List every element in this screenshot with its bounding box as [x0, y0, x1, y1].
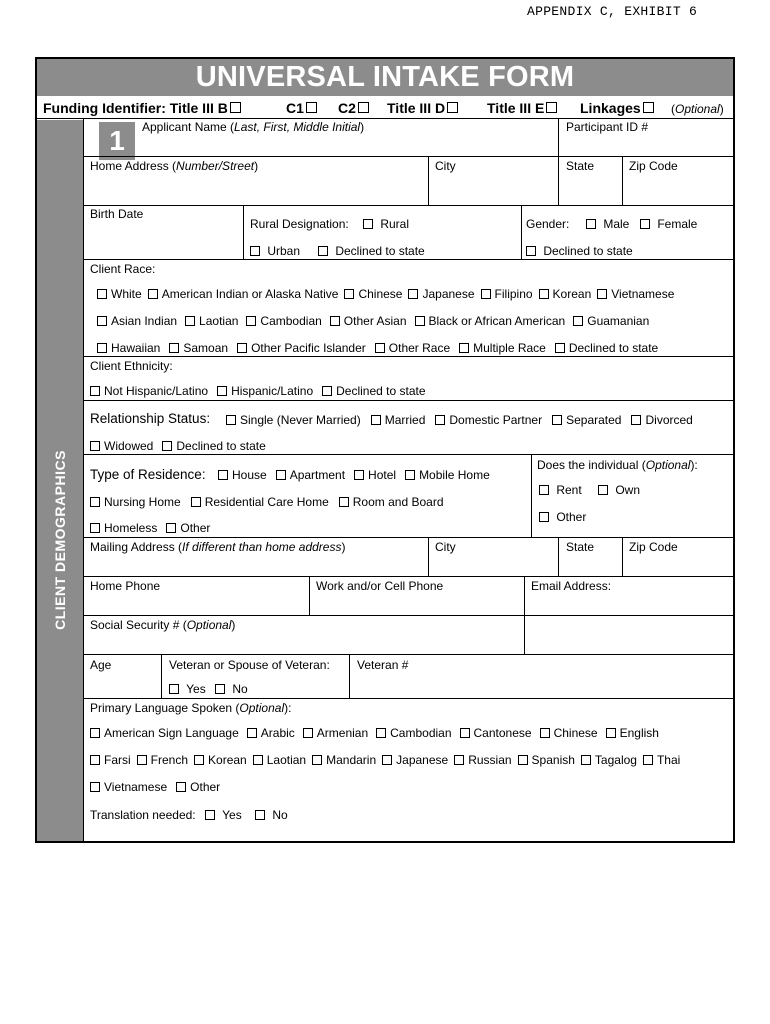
checkbox-option[interactable]	[382, 753, 448, 767]
checkbox[interactable]	[90, 497, 100, 507]
ethnicity-row	[90, 384, 435, 398]
checkbox-option[interactable]	[169, 341, 228, 355]
birth-date-label: Birth Date	[90, 207, 144, 221]
checkbox-option[interactable]	[376, 726, 451, 740]
checkbox-option[interactable]	[97, 341, 160, 355]
participant-id-label: Participant ID #	[566, 120, 649, 134]
race-row-2	[97, 314, 657, 328]
checkbox[interactable]	[344, 289, 354, 299]
checkbox[interactable]	[97, 343, 107, 353]
checkbox[interactable]	[459, 343, 469, 353]
checkbox-option[interactable]	[90, 495, 181, 509]
option-label: Other	[190, 780, 221, 794]
checkbox[interactable]	[253, 755, 263, 765]
checkbox-option[interactable]	[597, 287, 674, 301]
option-label: Declined to state	[568, 341, 659, 355]
checkbox[interactable]	[185, 316, 195, 326]
age-label: Age	[90, 658, 112, 672]
checkbox[interactable]	[276, 470, 286, 480]
option-label: Filipino	[494, 287, 533, 301]
checkbox[interactable]	[460, 728, 470, 738]
checkbox[interactable]	[555, 343, 565, 353]
checkbox[interactable]	[303, 728, 313, 738]
email-label: Email Address:	[531, 579, 612, 593]
checkbox[interactable]	[405, 470, 415, 480]
mailing-address-label: Mailing Address (If different than home address)	[90, 540, 346, 554]
checkbox-option[interactable]	[573, 314, 649, 328]
option-label: Cantonese	[473, 726, 532, 740]
checkbox[interactable]	[90, 755, 100, 765]
option-label: Spanish	[531, 753, 575, 767]
checkbox-option[interactable]	[481, 287, 533, 301]
checkbox-option[interactable]	[90, 439, 153, 453]
checkbox[interactable]	[606, 728, 616, 738]
checkbox-option[interactable]	[435, 413, 542, 427]
home-phone-label: Home Phone	[90, 579, 161, 593]
checkbox[interactable]	[191, 497, 201, 507]
checkbox-option[interactable]	[97, 287, 142, 301]
option-label: American Indian or Alaska Native	[161, 287, 339, 301]
checkbox-option[interactable]	[246, 314, 321, 328]
option-label: Japanese	[396, 753, 449, 767]
checkbox[interactable]	[176, 782, 186, 792]
urban-option[interactable]: Urban	[250, 244, 300, 258]
checkbox[interactable]	[250, 246, 260, 256]
city-label: City	[435, 159, 456, 173]
relationship-row-2	[90, 439, 275, 453]
option-label: Other	[180, 521, 211, 535]
checkbox-option[interactable]	[237, 341, 366, 355]
option-label: Declined to state	[336, 384, 426, 398]
option-label: Domestic Partner	[449, 413, 543, 427]
checkbox-option[interactable]	[90, 780, 167, 794]
language-label: Primary Language Spoken (Optional):	[90, 701, 292, 715]
checkbox[interactable]	[194, 755, 204, 765]
checkbox[interactable]	[226, 415, 236, 425]
option-label: Farsi	[104, 753, 131, 767]
checkbox[interactable]	[97, 316, 107, 326]
option-label: Chinese	[553, 726, 598, 740]
checkbox-option[interactable]	[226, 413, 361, 427]
option-label: Mandarin	[326, 753, 377, 767]
option-label: Other Asian	[343, 314, 407, 328]
rural-option[interactable]: Rural	[363, 217, 409, 231]
veteran-number-label: Veteran #	[357, 658, 409, 672]
checkbox-option[interactable]	[185, 314, 238, 328]
checkbox-option[interactable]	[405, 468, 490, 482]
funding-c1: C1	[286, 100, 317, 116]
checkbox-option[interactable]	[540, 726, 598, 740]
checkbox[interactable]	[255, 810, 265, 820]
checkbox[interactable]	[481, 289, 491, 299]
option-label: Russian	[468, 753, 512, 767]
checkbox-option[interactable]	[90, 521, 157, 535]
checkbox[interactable]	[552, 415, 562, 425]
home-address-label: Home Address (Number/Street)	[90, 159, 259, 173]
option-label: American Sign Language	[104, 726, 239, 740]
checkbox[interactable]	[539, 289, 549, 299]
option-label: Widowed	[104, 439, 154, 453]
option-label: House	[232, 468, 267, 482]
checkbox[interactable]	[312, 755, 322, 765]
translation-yes-option[interactable]: Yes	[205, 808, 242, 822]
checkbox[interactable]	[246, 316, 256, 326]
side-band	[37, 120, 83, 841]
option-label: Black or African American	[428, 314, 566, 328]
appendix-label: APPENDIX C, EXHIBIT 6	[527, 4, 698, 19]
language-row-1	[90, 726, 667, 740]
option-label: Separated	[566, 413, 622, 427]
option-label: Other Pacific Islander	[251, 341, 366, 355]
checkbox[interactable]	[375, 343, 385, 353]
translation-no-option[interactable]: No	[255, 808, 288, 822]
residence-row-2	[90, 495, 454, 509]
option-label: Nursing Home	[104, 495, 181, 509]
work-phone-label: Work and/or Cell Phone	[316, 579, 444, 593]
checkbox-linkages[interactable]	[643, 102, 654, 113]
checkbox-option[interactable]	[97, 314, 177, 328]
checkbox-option[interactable]	[555, 341, 658, 355]
relationship-row-1	[226, 413, 703, 427]
option-label: Vietnamese	[104, 780, 168, 794]
checkbox[interactable]	[415, 316, 425, 326]
option-label: Samoan	[183, 341, 229, 355]
checkbox[interactable]	[90, 523, 100, 533]
residence-label: Type of Residence:	[90, 467, 206, 482]
checkbox-option[interactable]	[539, 287, 592, 301]
funding-title-iiid: Title III D	[387, 100, 458, 116]
checkbox[interactable]	[215, 684, 225, 694]
option-label: Not Hispanic/Latino	[104, 384, 209, 398]
checkbox[interactable]	[90, 782, 100, 792]
residence-row-3	[90, 521, 219, 535]
option-label: Armenian	[316, 726, 369, 740]
checkbox[interactable]	[90, 386, 100, 396]
veteran-no-option[interactable]: No	[215, 682, 248, 696]
checkbox[interactable]	[586, 219, 596, 229]
funding-title-iiib: Funding Identifier: Title III B	[43, 100, 241, 116]
checkbox-option[interactable]	[354, 468, 396, 482]
language-row-2	[90, 753, 686, 767]
checkbox-option[interactable]	[643, 753, 680, 767]
checkbox[interactable]	[205, 810, 215, 820]
checkbox-option[interactable]	[415, 314, 566, 328]
checkbox[interactable]	[376, 728, 386, 738]
checkbox-option[interactable]	[631, 413, 692, 427]
checkbox-option[interactable]	[194, 753, 247, 767]
option-label: Married	[384, 413, 426, 427]
checkbox-option[interactable]	[162, 439, 265, 453]
own-option[interactable]: Own	[598, 483, 640, 497]
checkbox-option[interactable]	[276, 468, 345, 482]
gender-male-option[interactable]: Male	[586, 217, 629, 231]
checkbox-option[interactable]	[518, 753, 575, 767]
option-label: Tagalog	[594, 753, 637, 767]
checkbox[interactable]	[90, 441, 100, 451]
checkbox-option[interactable]	[322, 384, 425, 398]
intake-form	[35, 57, 735, 843]
checkbox[interactable]	[330, 316, 340, 326]
option-label: Asian Indian	[111, 314, 178, 328]
checkbox[interactable]	[643, 755, 653, 765]
option-label: Hotel	[368, 468, 397, 482]
option-label: Hispanic/Latino	[231, 384, 314, 398]
does-individual-label: Does the individual (Optional):	[537, 458, 698, 472]
checkbox-option[interactable]	[218, 468, 267, 482]
section-number: 1	[99, 122, 135, 160]
gender-label: Gender:	[526, 217, 570, 231]
checkbox-option[interactable]	[460, 726, 532, 740]
side-label: CLIENT DEMOGRAPHICS	[52, 450, 68, 630]
checkbox[interactable]	[137, 755, 147, 765]
checkbox[interactable]	[598, 485, 608, 495]
checkbox-title-iiib[interactable]	[230, 102, 241, 113]
checkbox-option[interactable]	[137, 753, 188, 767]
mailing-state-label: State	[566, 540, 595, 554]
checkbox[interactable]	[354, 470, 364, 480]
funding-linkages: Linkages	[580, 100, 654, 116]
option-label: Room and Board	[352, 495, 444, 509]
ssn-label: Social Security # (Optional)	[90, 618, 236, 632]
checkbox[interactable]	[597, 289, 607, 299]
checkbox[interactable]	[573, 316, 583, 326]
checkbox-option[interactable]	[191, 495, 329, 509]
option-label: Divorced	[645, 413, 693, 427]
option-label: Japanese	[422, 287, 475, 301]
gender-declined-option[interactable]: Declined to state	[526, 244, 633, 258]
option-label: White	[111, 287, 142, 301]
checkbox[interactable]	[97, 289, 107, 299]
rural-designation-label: Rural Designation:	[250, 217, 349, 231]
checkbox[interactable]	[237, 343, 247, 353]
checkbox[interactable]	[518, 755, 528, 765]
other-residence-option[interactable]: Other	[539, 510, 586, 524]
client-race-label: Client Race:	[90, 262, 156, 276]
title-band	[37, 59, 733, 96]
ethnicity-label: Client Ethnicity:	[90, 359, 173, 373]
checkbox[interactable]	[631, 415, 641, 425]
checkbox-option[interactable]	[552, 413, 621, 427]
option-label: Korean	[552, 287, 592, 301]
checkbox[interactable]	[363, 219, 373, 229]
checkbox[interactable]	[169, 684, 179, 694]
checkbox-option[interactable]	[408, 287, 474, 301]
option-label: Arabic	[260, 726, 295, 740]
checkbox-option[interactable]	[581, 753, 637, 767]
checkbox-option[interactable]	[371, 413, 426, 427]
checkbox[interactable]	[540, 728, 550, 738]
checkbox[interactable]	[539, 512, 549, 522]
checkbox[interactable]	[166, 523, 176, 533]
checkbox[interactable]	[526, 246, 536, 256]
option-label: Declined to state	[176, 439, 266, 453]
checkbox[interactable]	[169, 343, 179, 353]
option-label: Laotian	[266, 753, 307, 767]
veteran-label: Veteran or Spouse of Veteran:	[169, 658, 330, 672]
checkbox[interactable]	[247, 728, 257, 738]
option-label: Hawaiian	[111, 341, 161, 355]
checkbox[interactable]	[382, 755, 392, 765]
option-label: Mobile Home	[419, 468, 490, 482]
language-row-3	[90, 780, 229, 794]
checkbox-option[interactable]	[90, 726, 239, 740]
checkbox-option[interactable]	[344, 287, 402, 301]
checkbox[interactable]	[454, 755, 464, 765]
checkbox-option[interactable]	[312, 753, 376, 767]
checkbox-option[interactable]	[330, 314, 407, 328]
checkbox[interactable]	[218, 470, 228, 480]
checkbox[interactable]	[435, 415, 445, 425]
checkbox[interactable]	[408, 289, 418, 299]
option-label: Homeless	[104, 521, 158, 535]
checkbox[interactable]	[371, 415, 381, 425]
checkbox[interactable]	[162, 441, 172, 451]
checkbox-option[interactable]	[217, 384, 313, 398]
checkbox-option[interactable]	[247, 726, 295, 740]
residence-row-1	[218, 468, 499, 482]
state-label: State	[566, 159, 595, 173]
option-label: Thai	[656, 753, 681, 767]
checkbox[interactable]	[90, 728, 100, 738]
option-label: Cambodian	[390, 726, 452, 740]
applicant-name-label: Applicant Name (Last, First, Middle Initial)	[142, 120, 365, 134]
option-label: Laotian	[199, 314, 239, 328]
checkbox-title-iiid[interactable]	[447, 102, 458, 113]
checkbox-option[interactable]	[90, 753, 131, 767]
rural-declined-option[interactable]: Declined to state	[318, 244, 425, 258]
funding-c2: C2	[338, 100, 369, 116]
option-label: Korean	[208, 753, 247, 767]
checkbox-option[interactable]	[375, 341, 450, 355]
gender-female-option[interactable]: Female	[640, 217, 697, 231]
checkbox[interactable]	[339, 497, 349, 507]
race-row-3	[97, 341, 667, 355]
option-label: Multiple Race	[473, 341, 546, 355]
relationship-label: Relationship Status:	[90, 411, 211, 426]
checkbox[interactable]	[217, 386, 227, 396]
option-label: Chinese	[358, 287, 403, 301]
checkbox-c1[interactable]	[306, 102, 317, 113]
checkbox-c2[interactable]	[358, 102, 369, 113]
checkbox-option[interactable]	[90, 384, 208, 398]
option-label: Single (Never Married)	[240, 413, 361, 427]
checkbox[interactable]	[581, 755, 591, 765]
rent-option[interactable]: Rent	[539, 483, 582, 497]
checkbox-option[interactable]	[148, 287, 339, 301]
mailing-zip-label: Zip Code	[629, 540, 678, 554]
funding-title-iiie: Title III E	[487, 100, 557, 116]
checkbox[interactable]	[148, 289, 158, 299]
checkbox[interactable]	[640, 219, 650, 229]
option-label: Apartment	[289, 468, 346, 482]
checkbox-option[interactable]	[459, 341, 546, 355]
zip-label: Zip Code	[629, 159, 678, 173]
checkbox-option[interactable]	[166, 521, 210, 535]
race-row-1	[97, 287, 680, 301]
option-label: Residential Care Home	[204, 495, 329, 509]
checkbox-option[interactable]	[339, 495, 444, 509]
checkbox-option[interactable]	[454, 753, 511, 767]
form-title: UNIVERSAL INTAKE FORM	[195, 61, 575, 93]
option-label: Cambodian	[260, 314, 322, 328]
option-label: Vietnamese	[611, 287, 675, 301]
funding-optional-note: (Optional)	[671, 102, 724, 116]
checkbox-option[interactable]	[303, 726, 368, 740]
checkbox-title-iiie[interactable]	[546, 102, 557, 113]
option-label: English	[619, 726, 659, 740]
translation-label: Translation needed:	[90, 808, 196, 822]
checkbox-option[interactable]	[606, 726, 659, 740]
option-label: French	[150, 753, 189, 767]
veteran-yes-option[interactable]: Yes	[169, 682, 206, 696]
option-label: Other Race	[388, 341, 451, 355]
mailing-city-label: City	[435, 540, 456, 554]
checkbox[interactable]	[539, 485, 549, 495]
checkbox-option[interactable]	[176, 780, 220, 794]
checkbox[interactable]	[322, 386, 332, 396]
option-label: Guamanian	[587, 314, 650, 328]
checkbox[interactable]	[318, 246, 328, 256]
checkbox-option[interactable]	[253, 753, 306, 767]
